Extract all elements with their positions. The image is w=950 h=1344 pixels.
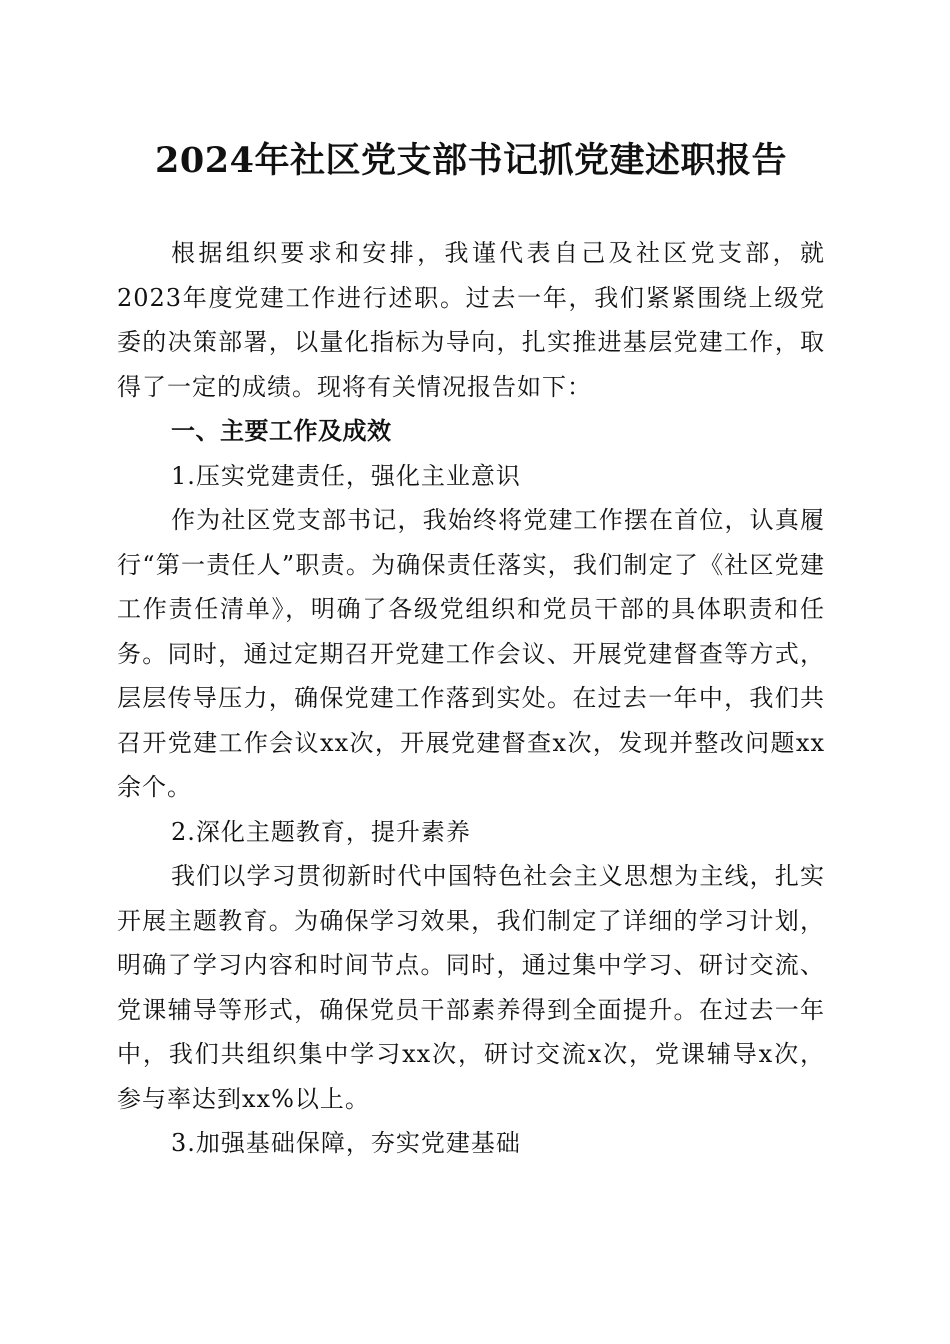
education-paragraph: 我们以学习贯彻新时代中国特色社会主义思想为主线，扎实开展主题教育。为确保学习效果，我们制定了详细的学习计划，明确了学习内容和时间节点。同时，通过集中学习、研讨交流、党课辅导等形式，确保党员干部素养得到全面提升。在过去一年中，我们共组织集中学习xx次，研讨交流x次，党课辅导x次，参与率达到xx%以上。: [117, 862, 825, 1113]
document-title: 2024年社区党支部书记抓党建述职报告: [155, 140, 787, 181]
subsection-heading-foundation: 3.加强基础保障，夯实党建基础: [171, 1129, 521, 1157]
document-body: [117, 231, 825, 1166]
intro-paragraph: 根据组织要求和安排，我谨代表自己及社区党支部，就2023年度党建工作进行述职。过去一年，我们紧紧围绕上级党委的决策部署，以量化指标为导向，扎实推进基层党建工作，取得了一定的成绩。现将有关情况报告如下：: [117, 239, 825, 401]
subsection-heading-education: 2.深化主题教育，提升素养: [171, 817, 471, 846]
section-heading-main-work: 一、主要工作及成效: [171, 417, 392, 445]
subsection-heading-responsibility: 1.压实党建责任，强化主业意识: [171, 461, 521, 490]
responsibility-paragraph: 作为社区党支部书记，我始终将党建工作摆在首位，认真履行“第一责任人”职责。为确保责任落实，我们制定了《社区党建工作责任清单》，明确了各级党组织和党员干部的具体职责和任务。同时，通过定期召开党建工作会议、开展党建督查等方式，层层传导压力，确保党建工作落到实处。在过去一年中，我们共召开党建工作会议xx次，开展党建督查x次，发现并整改问题xx余个。: [117, 506, 825, 801]
